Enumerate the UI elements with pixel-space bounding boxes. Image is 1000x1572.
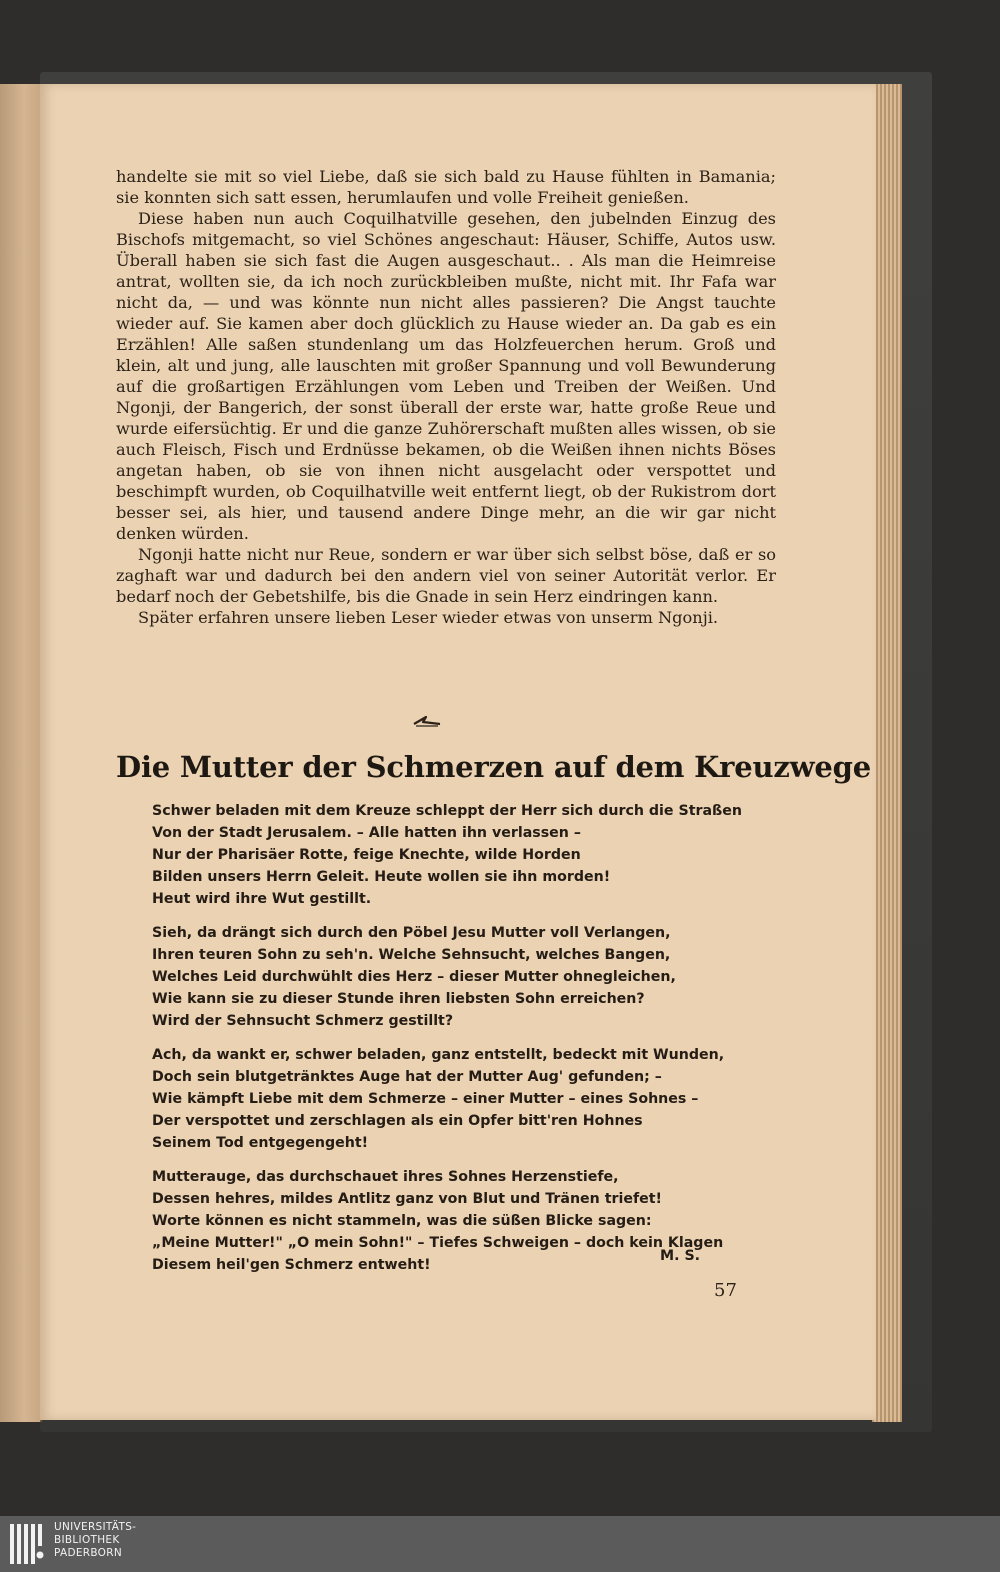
poem-line: Diesem heil'gen Schmerz entweht! bbox=[152, 1257, 431, 1273]
poem-line: Seinem Tod entgegengeht! bbox=[152, 1135, 369, 1151]
paragraph: Später erfahren unsere lieben Leser wieder etwas von unserm Ngonji. bbox=[138, 608, 719, 627]
book-page bbox=[40, 84, 876, 1420]
library-footer bbox=[0, 1516, 1000, 1572]
poem-stanza bbox=[152, 922, 712, 1032]
poem-line: Wie kann sie zu dieser Stunde ihren liebsten Sohn erreichen? bbox=[152, 991, 645, 1007]
page-number: 57 bbox=[714, 1280, 737, 1301]
poem-line: Ach, da wankt er, schwer beladen, ganz entstellt, bedeckt mit Wunden, bbox=[152, 1047, 725, 1063]
poem-stanza bbox=[152, 1166, 724, 1276]
poem-stanza bbox=[152, 800, 742, 910]
page-stack-edge bbox=[872, 84, 902, 1422]
poem-line: Ihren teuren Sohn zu seh'n. Welche Sehnsucht, welches Bangen, bbox=[152, 947, 671, 963]
logo-line: PADERBORN bbox=[54, 1547, 122, 1559]
left-page-edge bbox=[0, 84, 42, 1422]
logo-line: BIBLIOTHEK bbox=[54, 1534, 120, 1546]
poem-line: Nur der Pharisäer Rotte, feige Knechte, wilde Horden bbox=[152, 847, 581, 863]
poem-line: Der verspottet und zerschlagen als ein Opfer bitt'ren Hohnes bbox=[152, 1113, 643, 1129]
prose-text bbox=[116, 166, 776, 628]
poem-line: „Meine Mutter!" „O mein Sohn!" – Tiefes Schweigen – doch kein Klagen bbox=[152, 1235, 724, 1251]
poem-signature: M. S. bbox=[660, 1248, 701, 1264]
poem-line: Schwer beladen mit dem Kreuze schleppt der Herr sich durch die Straßen bbox=[152, 803, 742, 819]
poem-line: Mutterauge, das durchschauet ihres Sohnes Herzenstiefe, bbox=[152, 1169, 619, 1185]
paragraph: Diese haben nun auch Coquilhatville gesehen, den jubelnden Einzug des Bischofs mitgemacht, so viel Schönes angeschaut: Häuser, Schiffe, Autos usw. Überall haben sie sich fast die Augen ausgeschaut.. . Als man die Heimreise antrat, wollten sie, da ich noch zurückbleiben mußte, nicht mit. Ihr Fafa war nicht da, — und was könnte nun nicht alles passieren? Die Angst tauchte wieder auf. Sie kamen aber doch glücklich zu Hause wieder an. Da gab es ein Erzählen! Alle saßen stundenlang um das Holzfeuerchen herum. Groß und klein, alt und jung, alle lauschten mit großer Spannung und voll Bewunderung auf die großartigen Erzählungen vom Leben und Treiben der Weißen. Und Ngonji, der Bangerich, der sonst überall der erste war, hatte große Reue und wurde eifersüchtig. Er und die ganze Zuhörerschaft mußten alles wissen, ob sie auch Fleisch, Fisch und Erdnüsse bekamen, ob die Weißen ihnen nichts Böses angetan haben, ob sie von ihnen nicht ausgelacht oder verspottet und beschimpft wurden, ob Coquilhatville weit entfernt liegt, ob der Rukistrom dort besser sei, als hier, und tausend andere Dinge mehr, an die wir gar nicht denken würden. bbox=[116, 209, 776, 543]
poem-line: Heut wird ihre Wut gestillt. bbox=[152, 891, 372, 907]
poem-line: Wird der Sehnsucht Schmerz gestillt? bbox=[152, 1013, 454, 1029]
library-logo-text bbox=[54, 1521, 136, 1560]
poem bbox=[152, 800, 742, 1288]
library-logo-icon bbox=[8, 1522, 48, 1566]
section-ornament-icon bbox=[410, 714, 444, 728]
paragraph: Ngonji hatte nicht nur Reue, sondern er war über sich selbst böse, daß er so zaghaft war und dadurch bei den andern viel von seiner Autorität verlor. Er bedarf noch der Gebetshilfe, bis die Gnade in sein Herz eindringen kann. bbox=[116, 545, 776, 606]
poem-line: Wie kämpft Liebe mit dem Schmerze – einer Mutter – eines Sohnes – bbox=[152, 1091, 699, 1107]
paragraph: handelte sie mit so viel Liebe, daß sie sich bald zu Hause fühlten in Bamania; sie konnten sich satt essen, herumlaufen und volle Freiheit genießen. bbox=[116, 167, 776, 207]
logo-line: UNIVERSITÄTS- bbox=[54, 1521, 137, 1533]
poem-line: Welches Leid durchwühlt dies Herz – dieser Mutter ohnegleichen, bbox=[152, 969, 676, 985]
poem-line: Doch sein blutgetränktes Auge hat der Mutter Aug' gefunden; – bbox=[152, 1069, 662, 1085]
poem-line: Worte können es nicht stammeln, was die süßen Blicke sagen: bbox=[152, 1213, 652, 1229]
poem-line: Sieh, da drängt sich durch den Pöbel Jesu Mutter voll Verlangen, bbox=[152, 925, 671, 941]
poem-line: Dessen hehres, mildes Antlitz ganz von Blut und Tränen triefet! bbox=[152, 1191, 663, 1207]
poem-line: Von der Stadt Jerusalem. – Alle hatten ihn verlassen – bbox=[152, 825, 581, 841]
poem-title: Die Mutter der Schmerzen auf dem Kreuzwege bbox=[116, 750, 872, 784]
poem-line: Bilden unsers Herrn Geleit. Heute wollen sie ihn morden! bbox=[152, 869, 611, 885]
poem-stanza bbox=[152, 1044, 725, 1154]
